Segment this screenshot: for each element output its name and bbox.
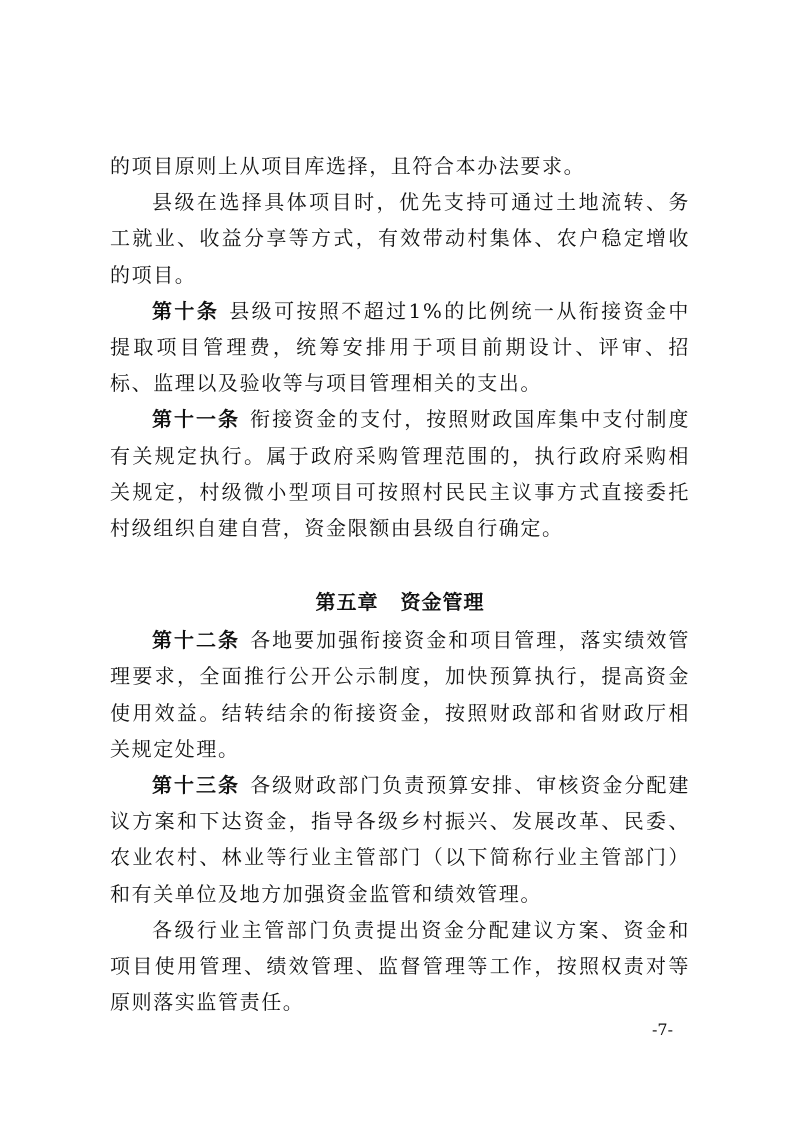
article-10 xyxy=(110,293,690,402)
page-number: -7- xyxy=(652,1020,673,1039)
paragraph-text: 各级财政部门负责预算安排、审核资金分配建议方案和下达资金，指导各级乡村振兴、发展改革、民委、农业农村、林业等行业主管部门（以下简称行业主管部门）和有关单位及地方加强资金监管和绩效管理。 xyxy=(110,773,691,906)
paragraph-text: 各级行业主管部门负责提出资金分配建议方案、资金和项目使用管理、绩效管理、监督管理等工作，按照权责对等原则落实监管责任。 xyxy=(110,917,690,1015)
chapter-number: 第五章 xyxy=(315,590,379,615)
document-body xyxy=(110,148,690,1020)
paragraph-text: 衔接资金的支付，按照财政国库集中支付制度有关规定执行。属于政府采购管理范围的，执行政府采购相关规定，村级微小型项目可按照村民民主议事方式直接委托村级组织自建自营，资金限额由县级自行确定。 xyxy=(110,407,691,541)
paragraph xyxy=(110,912,690,1021)
paragraph-text: 各地要加强衔接资金和项目管理，落实绩效管理要求，全面推行公开公示制度，加快预算执行，提高资金使用效益。结转结余的衔接资金，按照财政部和省财政厅相关规定处理。 xyxy=(110,628,691,761)
paragraph-text: 县级可按照不超过1%的比例统一从衔接资金中提取项目管理费，统筹安排用于项目前期设计、评审、招标、监理以及验收等与项目管理相关的支出。 xyxy=(110,298,691,396)
chapter-title: 资金管理 xyxy=(400,590,485,615)
chapter-heading xyxy=(110,582,690,622)
paragraph-continuation xyxy=(110,148,690,184)
article-12 xyxy=(110,622,690,767)
article-11 xyxy=(110,401,690,546)
article-number: 第十条 xyxy=(152,298,220,323)
paragraph-text: 的项目原则上从项目库选择，且符合本办法要求。 xyxy=(110,154,586,178)
article-number: 第十一条 xyxy=(152,407,241,432)
article-13 xyxy=(110,767,690,912)
paragraph xyxy=(110,184,690,293)
article-number: 第十二条 xyxy=(152,628,241,653)
article-number: 第十三条 xyxy=(152,773,241,798)
paragraph-text: 县级在选择具体项目时，优先支持可通过土地流转、务工就业、收益分享等方式，有效带动村集体、农户稳定增收的项目。 xyxy=(110,190,690,287)
